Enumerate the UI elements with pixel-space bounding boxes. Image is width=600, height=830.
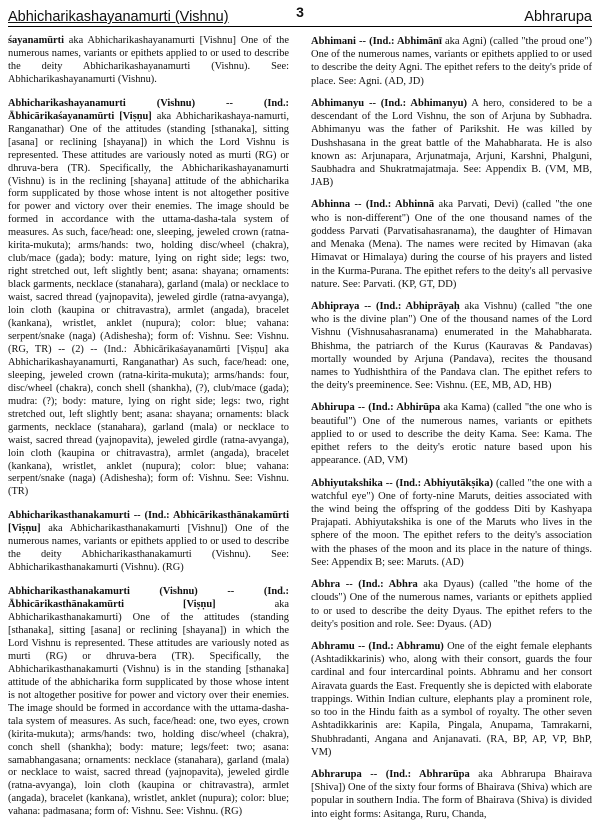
entry-headword: Abhimani -- (Ind.: Abhimānī [311,36,442,47]
entry-headword: Abhinna -- (Ind.: Abhinnā [311,199,435,211]
entry-headword: Abhra -- (Ind.: Abhra [311,579,418,591]
entry-text: (called "the one with a watchful eye") One of forty-nine Maruts, deities associated with the wind being the offspring of the goddess Diti by Kashyapa Prajapati. Abhiyutakshika is one of the Maruts who lives in the sphere of the moon. The epithet refers to the deity's association with the phases of the moon and its place in the nature of things. See: Appendix B; see: Maruts. (AD) [311,477,593,568]
dictionary-entry [311,97,592,190]
entry-text: aka Abhicharikashaya-namurti, Ranganathar) One of the attitudes (standing [sthanaka], sitting [asana] or reclining [shayana]) in which the Lord Vishnu is represented. These attitudes are variously noted as murti (RG) or dhruva-bera (TR). Specifically, the Abhicharikashayanamurti (Vishnu) is in the reclining [shayana] attitude of the abhicharika form supplicated by those whose intent is not altogether positive for power and victory over their enemies. The image should be formed in accordance with the uttama-dasha-tala system of measures. As such, face/head: one, sleeping, jeweled crown (ratna-kirita-mukuta); arms/hands: two, holding disc/wheel (chakra), club/mace (gada); body: mature, lying on right side; legs: two, right stretched out, left slightly bent; asana: shayana; ornaments: black garments, necklace (stanahara), garland (mala) or necklace to waist, sacred thread (yajnopavita), jeweled girdle (ratna-avyanga), loin cloth (kaupina or chitravastra), armlet (angada), bracelet (kankana), wristlet, anklet (nupura); color: blue; vahana: serpent/snake (naga) (Adishesha); form of: Vishnu. See: Vishnu. (RG, TR) -- (2) -- (Ind.: Ābhicārikaśayanamūrti [Viṣṇu] aka Abhicharikashayanamurti, Ranganathar) As such, face/head: one, sleeping, jeweled crown (ratna-kirita-mukuta); arms/hands: four, disc/wheel (chakra), conch shell (shankha), (?), club/mace (gada); mudra: (?); body: mature, lying on right side; legs: two, right stretched out, left slightly bent; asana: shayana; ornaments: black garments, necklace (stanahara), garland (mala) or necklace to waist, sacred thread (yajnopavita), jeweled girdle (ratna-avyanga), loin cloth (kaupina or chitravastra), armlet (angada), bracelet (kankana), wristlet, anklet (nupura); color: blue; vahana: serpent/snake (naga) (Adishesha); form of: Vishnu. See: Vishnu. (TR) [8,110,289,498]
dictionary-entry [8,98,289,500]
entry-headword: Abhirupa -- (Ind.: Abhirūpa [311,402,441,414]
header-left-title: Abhicharikashayanamurti (Vishnu) [8,9,229,25]
dictionary-entry [311,768,592,821]
entry-headword: Abhicharikasthanakamurti (Vishnu) -- (Ind.: Ābhicārikasthānakamūrti [Viṣṇu] [8,586,289,611]
header-right-title: Abhrarupa [524,9,592,25]
entry-headword: Abhiprayа -- (Ind.: Abhiprāyaḥ [311,300,460,312]
entry-text: aka Agni) (called "the proud one") One of the numerous names, variants or epithets applied to or used to describe the deity Agni. The epithet refers to the deity's pride of place. See: Agni. (AD, JD) [311,36,592,87]
page-header [8,4,592,27]
entry-headword: Abhimanyu -- (Ind.: Abhimanyu) [311,97,468,109]
entry-text: aka Abhicharikasthanakamurti [Vishnu]) One of the numerous names, variants or epithets applied to or used to describe the deity Abhicharikasthanakamurti (Vishnu). See: Abhicharikasthanakamurti (Vishnu). (RG) [8,523,289,574]
entry-headword: Abhramu -- (Ind.: Abhramu) [311,640,444,652]
left-column [8,35,289,830]
entry-text: aka Abhicharikasthanakamurti) One of the attitudes (standing [sthanaka], sitting [asana] or reclining [shayana]) in which the Lord Vishnu is represented. These attitudes are variously noted as murti (RG) or dhruva-bera (TR). Specifically, the Abhicharikasthanakamurti (Vishnu) is in the standing [sthanaka] attitude of the abhicharika form supplicated by those whose intent is not altogether positive for power and victory over their enemies. The image should be formed in accordance with the uttama-dasha-tala system of measures. As such, face/head: one, two eyes, crown (kirita-mukuta); arms/hands: two, holding disc/wheel (chakra), conch shell (shankha); body: mature; legs/feet: two; asana: samabhangasana; ornaments: necklace (stanahara), garland (mala) or necklace to waist, sacred thread (yajnopavita), jeweled girdle (ratna-avyanga), loin cloth (kaupina or chitravastra), armlet (angada), bracelet (kankana), wristlet, anklet (nupura); color: blue; vahana: padmasana; form of: Vishnu. See: Vishnu. (RG) [8,599,289,818]
entry-headword: Abhiyutakshika -- (Ind.: Abhiyutākṣika) [311,477,493,489]
entry-text: aka Vishnu) (called "the one who is the divine plan") One of the thousand names of the Lord Vishnu (Vishnusahasranama) enumerated in the Mahabharata. Bhishma, the patriarch of the Kurus (Kauravas & Pandavas) mortally wounded by Arjuna (Pandava), recites the thousand names to Yudhishthira of the Pandava clan. The epithet refers to the deity's preeminence. See: Vishnu. (EE, MB, AD, HB) [311,300,592,392]
entry-text: aka Abhrarupa Bhairava [Shiva]) One of the sixty four forms of Bhairava (Shiva) which are popular in southern India. The form of Bhairava (Shiva) is divided into eight forms: Asitanga, Ruru, Chanda, [311,768,592,820]
entry-headword: śayanamūrti [8,35,64,46]
page-number: 3 [296,4,304,20]
dictionary-entry [8,510,289,575]
dictionary-entry [311,477,592,570]
dictionary-entry [311,640,592,759]
entry-headword: Abhrarupa -- (Ind.: Abhrarūpa [311,768,470,780]
right-column [311,35,592,830]
entry-text: aka Kama) (called "the one who is beautiful") One of the numerous names, variants or epithets applied to or used to describe the deity Kama. See: Kama. The epithet refers to the deity's erotic nature based upon his appearance. (AD, VM) [311,402,593,467]
dictionary-entry [311,578,592,631]
entry-text: A hero, considered to be a descendant of the Lord Vishnu, the son of Arjuna by Subhadra. Abhimanyu was the father of Parikshit. He was killed by Dushshasana in the great battle of the Mahabharata. He is also known as: Arjunapara, Arjunatmaja, Arjuni, Karshni, Phalguni, Saubhadra and Shukratmajatmaja. See: Appendix B. (VM, MB, JAB) [311,97,592,189]
entry-text: aka Dyaus) (called "the home of the clouds") One of the numerous names, variants or epithets applied to or used to describe the deity Dyaus. The epithet refers to the deity's position and role. See: Dyaus. (AD) [311,579,592,630]
entry-text: aka Abhicharikashayanamurti [Vishnu] One of the numerous names, variants or epithets applied to or used to describe the deity Abhicharikashayanamurti (Vishnu). See: Abhicharikashayanamurti (Vishnu). [8,35,289,85]
dictionary-entry [8,586,289,819]
dictionary-entry [311,300,592,393]
entry-headword: Abhicharikashayanamurti (Vishnu) -- (Ind.: Ābhicārikaśayanamūrti [Viṣṇu] [8,97,289,122]
entry-text: aka Parvati, Devi) (called "the one who is non-different") One of the one thousand names of the goddess Parvati (Parvatisahasranama), the daughter of Himavan and Menaka (Mena). The names were recited by Himavan (aka Himavat or Himalaya) during the course of his prayers and listed in the Kurma-Purana. The epithet refers to the deity's all pervasive nature. See: Parvati. (KP, GT, DD) [311,199,593,290]
two-column-body [8,35,592,830]
dictionary-entry [311,35,592,88]
entry-text: One of the eight female elephants (Ashtadikkarinis) who, along with their consort, guards the four cardinal and four intercardinal points. Abhramu and her consort Airavata guards the East. Frequently she is depicted with elaborate trappings. Within Indian culture, elephants play a prominent role, so too in the Hindu faith as a symbol of royalty. The other seven Ashtadikkarinis are: Kapila, Pingala, Anupama, Tamrakarni, Shubhradanti, Angana and Anjanavati. (RA, BP, AP, VP, BhP, VM) [311,640,592,758]
entry-headword: Abhicharikasthanakamurti -- (Ind.: Abhicārikasthānakamūrti [Viṣṇu] [8,510,289,535]
dictionary-entry [8,35,289,87]
dictionary-entry [311,198,592,291]
dictionary-entry [311,401,592,467]
